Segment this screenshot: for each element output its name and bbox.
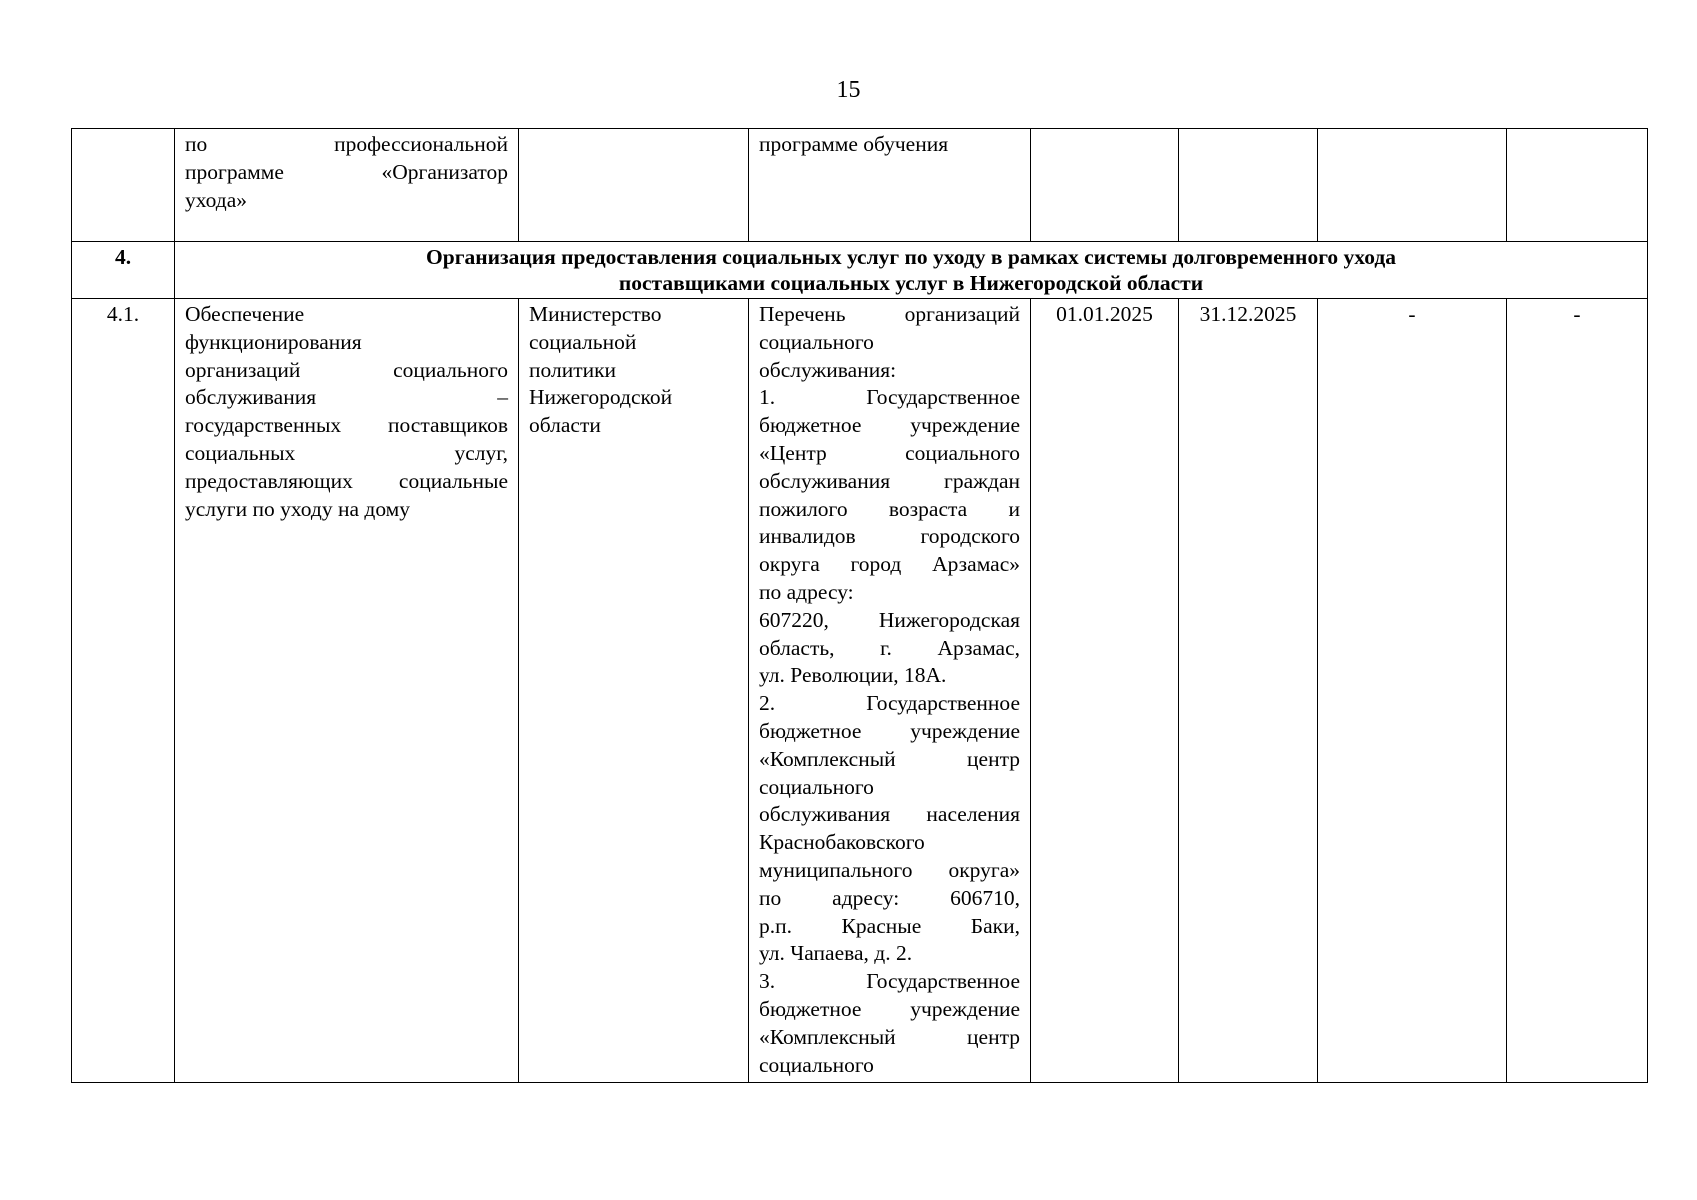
responsible-line: социальной bbox=[529, 329, 637, 354]
table-row-4-1 bbox=[72, 299, 1648, 1083]
result-line: по адресу: bbox=[759, 579, 854, 604]
cell-activity bbox=[175, 299, 519, 1083]
result-line: бюджетное учреждение bbox=[759, 413, 1020, 438]
result-line: инвалидов городского bbox=[759, 524, 1020, 549]
result-line: социального bbox=[759, 774, 874, 799]
activity-line: организаций социального bbox=[185, 357, 508, 382]
result-line: Краснобаковского bbox=[759, 830, 925, 855]
result-line: «Комплексный центр bbox=[759, 746, 1020, 771]
cell-end-date bbox=[1179, 129, 1318, 242]
cell-col7: - bbox=[1318, 299, 1507, 1083]
result-line: обслуживания: bbox=[759, 357, 897, 382]
result-line: муниципального округа» bbox=[759, 857, 1020, 882]
activity-line: по профессиональной bbox=[185, 132, 508, 156]
cell-start-date bbox=[1031, 129, 1179, 242]
page-number: 15 bbox=[836, 77, 861, 103]
table-row-section bbox=[72, 242, 1648, 299]
activity-line: услуги по уходу на дому bbox=[185, 496, 411, 521]
responsible-line: Нижегородской bbox=[529, 385, 673, 410]
result-line: пожилого возраста и bbox=[759, 496, 1020, 521]
cell-end-date: 31.12.2025 bbox=[1179, 299, 1318, 1083]
result-line: обслуживания населения bbox=[759, 802, 1020, 827]
result-line: р.п. Красные Баки, bbox=[759, 913, 1020, 938]
cell-responsible bbox=[519, 129, 749, 242]
result-line: обслуживания граждан bbox=[759, 468, 1020, 493]
result-line: ул. Революции, 18А. bbox=[759, 663, 947, 688]
activity-line: функционирования bbox=[185, 329, 362, 354]
result-line: Перечень организаций bbox=[759, 302, 1020, 326]
result-line: бюджетное учреждение bbox=[759, 718, 1020, 743]
cell-result bbox=[749, 299, 1031, 1083]
activity-line: государственных поставщиков bbox=[185, 413, 508, 438]
result-line: «Центр социального bbox=[759, 440, 1020, 465]
plan-table bbox=[71, 128, 1648, 1083]
responsible-line: Министерство bbox=[529, 302, 662, 326]
result-line: «Комплексный центр bbox=[759, 1024, 1020, 1049]
section-number: 4. bbox=[72, 242, 175, 299]
activity-line: предоставляющих социальные bbox=[185, 468, 508, 493]
section-title bbox=[175, 242, 1648, 299]
result-line: социального bbox=[759, 329, 874, 354]
cell-col8: - bbox=[1507, 299, 1648, 1083]
result-line: ул. Чапаева, д. 2. bbox=[759, 941, 913, 966]
cell-col7 bbox=[1318, 129, 1507, 242]
activity-line: обслуживания – bbox=[185, 385, 508, 410]
responsible-line: политики bbox=[529, 357, 617, 382]
activity-line: ухода» bbox=[185, 187, 248, 212]
section-title-line: Организация предоставления социальных услуг по уходу в рамках системы долговременного ухода bbox=[426, 245, 1396, 269]
cell-start-date: 01.01.2025 bbox=[1031, 299, 1179, 1083]
activity-line: Обеспечение bbox=[185, 302, 305, 326]
result-line: бюджетное учреждение bbox=[759, 996, 1020, 1021]
result-line: 3. Государственное bbox=[759, 969, 1020, 994]
result-line: по адресу: 606710, bbox=[759, 885, 1020, 910]
result-line: 607220, Нижегородская bbox=[759, 607, 1020, 632]
cell-result: программе обучения bbox=[749, 129, 1031, 242]
table-row-continued bbox=[72, 129, 1648, 242]
activity-line: социальных услуг, bbox=[185, 440, 508, 465]
result-line: область, г. Арзамас, bbox=[759, 635, 1020, 660]
cell-number: 4.1. bbox=[72, 299, 175, 1083]
activity-line: программе «Организатор bbox=[185, 159, 508, 184]
result-line: округа город Арзамас» bbox=[759, 552, 1020, 577]
result-line: 2. Государственное bbox=[759, 691, 1020, 716]
result-line: социального bbox=[759, 1052, 874, 1077]
cell-number bbox=[72, 129, 175, 242]
section-title-line: поставщиками социальных услуг в Нижегородской области bbox=[618, 271, 1204, 295]
cell-activity bbox=[175, 129, 519, 242]
result-line: 1. Государственное bbox=[759, 385, 1020, 410]
responsible-line: области bbox=[529, 413, 601, 438]
cell-col8 bbox=[1507, 129, 1648, 242]
cell-responsible bbox=[519, 299, 749, 1083]
